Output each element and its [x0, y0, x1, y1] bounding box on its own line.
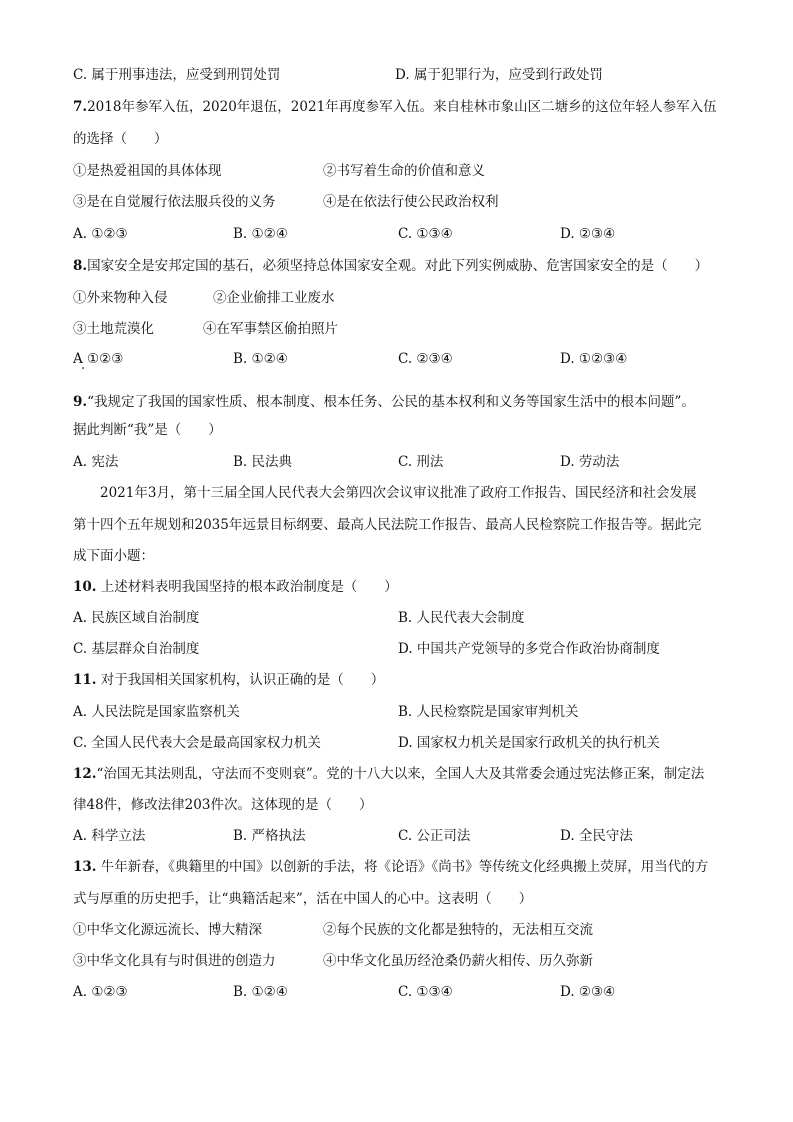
q8-option-a: A ①②③: [73, 351, 124, 367]
q6-options-row: [73, 66, 723, 84]
q8-stem: [73, 257, 708, 275]
q12-option-b: B. 严格执法: [233, 828, 306, 844]
q8-items-row1: [73, 289, 723, 307]
q7-stem: [73, 98, 717, 116]
q8-item-3: ③土地荒漠化: [73, 321, 154, 337]
q7-item-3: ③是在自觉履行依法服兵役的义务: [73, 194, 276, 210]
material-line1: 2021年3月，第十三届全国人民代表大会第四次会议审议批准了政府工作报告、国民经济和社会发展: [100, 485, 697, 501]
q11-option-b: B. 人民检察院是国家审判机关: [398, 704, 579, 720]
q12-option-d: D. 全民守法: [560, 828, 633, 844]
q8-option-b: B. ①②④: [233, 351, 288, 367]
q7-items-row1: [73, 162, 723, 180]
q8-number: 8.: [73, 258, 88, 274]
q8-item-2: ②企业偷排工业废水: [213, 290, 335, 306]
q12-stem-line1: “治国无其法则乱，守法而不变则衰”。党的十八大以来，全国人大及其常委会通过宪法修正案，制定法: [96, 766, 705, 782]
q12-stem-line2: 律48件，修改法律203件次。这体现的是（ ）: [73, 797, 373, 813]
q9-option-c: C. 刑法: [398, 454, 444, 470]
q10-option-d: D. 中国共产党领导的多党合作政治协商制度: [398, 641, 660, 657]
q9-stem-line2: 据此判断“我”是（ ）: [73, 422, 222, 438]
q9-number: 9.: [73, 394, 88, 410]
q7-item-4: ④是在依法行使公民政治权利: [323, 194, 499, 210]
q7-stem-line2: 的选择（ ）: [73, 131, 168, 147]
q13-item-3: ③中华文化具有与时俱进的创造力: [73, 953, 276, 969]
q13-item-1: ①中华文化源远流长、博大精深: [73, 922, 262, 938]
q13-item-2: ②每个民族的文化都是独特的，无法相互交流: [323, 922, 593, 938]
q7-number: 7.: [73, 99, 88, 115]
q11-stem: [73, 671, 384, 689]
q13-stem-line2: 式与厚重的历史把手，让“典籍活起来”，活在中国人的心中。这表明（ ）: [73, 891, 533, 907]
material-line3: 成下面小题：: [73, 548, 154, 564]
q12-option-a: A. 科学立法: [73, 828, 146, 844]
q9-stem-line1: “我规定了我国的国家性质、根本制度、根本任务、公民的基本权利和义务等国家生活中的根本问题”。: [87, 394, 695, 410]
q8-item-1: ①外来物种入侵: [73, 290, 168, 306]
q8-option-d: D. ①②③④: [560, 351, 628, 367]
q9-option-b: B. 民法典: [233, 454, 293, 470]
stray-dot-mark: [82, 367, 84, 369]
q12-options-row: [73, 827, 723, 845]
q13-options-row: [73, 983, 723, 1001]
q13-option-c: C. ①③④: [398, 984, 453, 1000]
q13-stem-line1: 牛年新春，《典籍里的中国》以创新的手法，将《论语》《尚书》等传统文化经典搬上荧屏，用当代的方: [100, 859, 709, 875]
q8-stem-text: 国家安全是安邦定国的基石，必须坚持总体国家安全观。对此下列实例威胁、危害国家安全的是（ ）: [87, 258, 709, 274]
q6-option-c: C. 属于刑事违法，应受到刑罚处罚: [73, 67, 281, 83]
q7-option-c: C. ①③④: [398, 226, 453, 242]
q11-options-row1: [73, 703, 723, 721]
q12-stem: [73, 765, 704, 783]
q8-items-row2: [73, 320, 723, 338]
q10-option-a: A. 民族区域自治制度: [73, 610, 200, 626]
q13-option-d: D. ②③④: [560, 984, 616, 1000]
q6-option-d: D. 属于犯罪行为，应受到行政处罚: [395, 67, 603, 83]
q9-stem: [73, 393, 695, 411]
q12-number: 12.: [73, 766, 97, 782]
q11-stem-text: 对于我国相关国家机构，认识正确的是（ ）: [100, 672, 385, 688]
q13-number: 13.: [73, 859, 97, 875]
q7-item-2: ②书写着生命的价值和意义: [323, 163, 485, 179]
q13-stem: [73, 858, 708, 876]
q11-option-a: A. 人民法院是国家监察机关: [73, 704, 240, 720]
q8-option-c: C. ②③④: [398, 351, 453, 367]
q10-stem-text: 上述材料表明我国坚持的根本政治制度是（ ）: [100, 579, 398, 595]
q7-options-row: [73, 225, 723, 243]
q10-number: 10.: [73, 579, 97, 595]
q13-item-4: ④中华文化虽历经沧桑仍薪火相传、历久弥新: [323, 953, 593, 969]
q8-item-4: ④在军事禁区偷拍照片: [203, 321, 338, 337]
q11-option-d: D. 国家权力机关是国家行政机关的执行机关: [398, 735, 660, 751]
q7-option-a: A. ①②③: [73, 226, 128, 242]
q10-option-c: C. 基层群众自治制度: [73, 641, 200, 657]
q7-items-row2: [73, 193, 723, 211]
q7-option-d: D. ②③④: [560, 226, 616, 242]
q10-options-row1: [73, 609, 723, 627]
q13-items-row2: [73, 952, 723, 970]
q10-option-b: B. 人民代表大会制度: [398, 610, 525, 626]
q9-option-d: D. 劳动法: [560, 454, 620, 470]
q9-options-row: [73, 453, 723, 471]
q7-stem-line1: 2018年参军入伍，2020年退伍，2021年再度参军入伍。来自桂林市象山区二塘乡的这位年轻人参军入伍: [87, 99, 717, 115]
q12-option-c: C. 公正司法: [398, 828, 471, 844]
q8-options-row: [73, 350, 723, 368]
q13-option-b: B. ①②④: [233, 984, 288, 1000]
q9-option-a: A. 宪法: [73, 454, 119, 470]
q7-item-1: ①是热爱祖国的具体体现: [73, 163, 222, 179]
q10-stem: [73, 578, 398, 596]
q13-option-a: A. ①②③: [73, 984, 128, 1000]
q7-option-b: B. ①②④: [233, 226, 288, 242]
q11-option-c: C. 全国人民代表大会是最高国家权力机关: [73, 735, 321, 751]
q11-options-row2: [73, 734, 723, 752]
q10-options-row2: [73, 640, 723, 658]
q13-items-row1: [73, 921, 723, 939]
material-line2: 第十四个五年规划和2035年远景目标纲要、最高人民法院工作报告、最高人民检察院工作报告等。据此完: [73, 517, 702, 533]
q11-number: 11.: [73, 672, 97, 688]
